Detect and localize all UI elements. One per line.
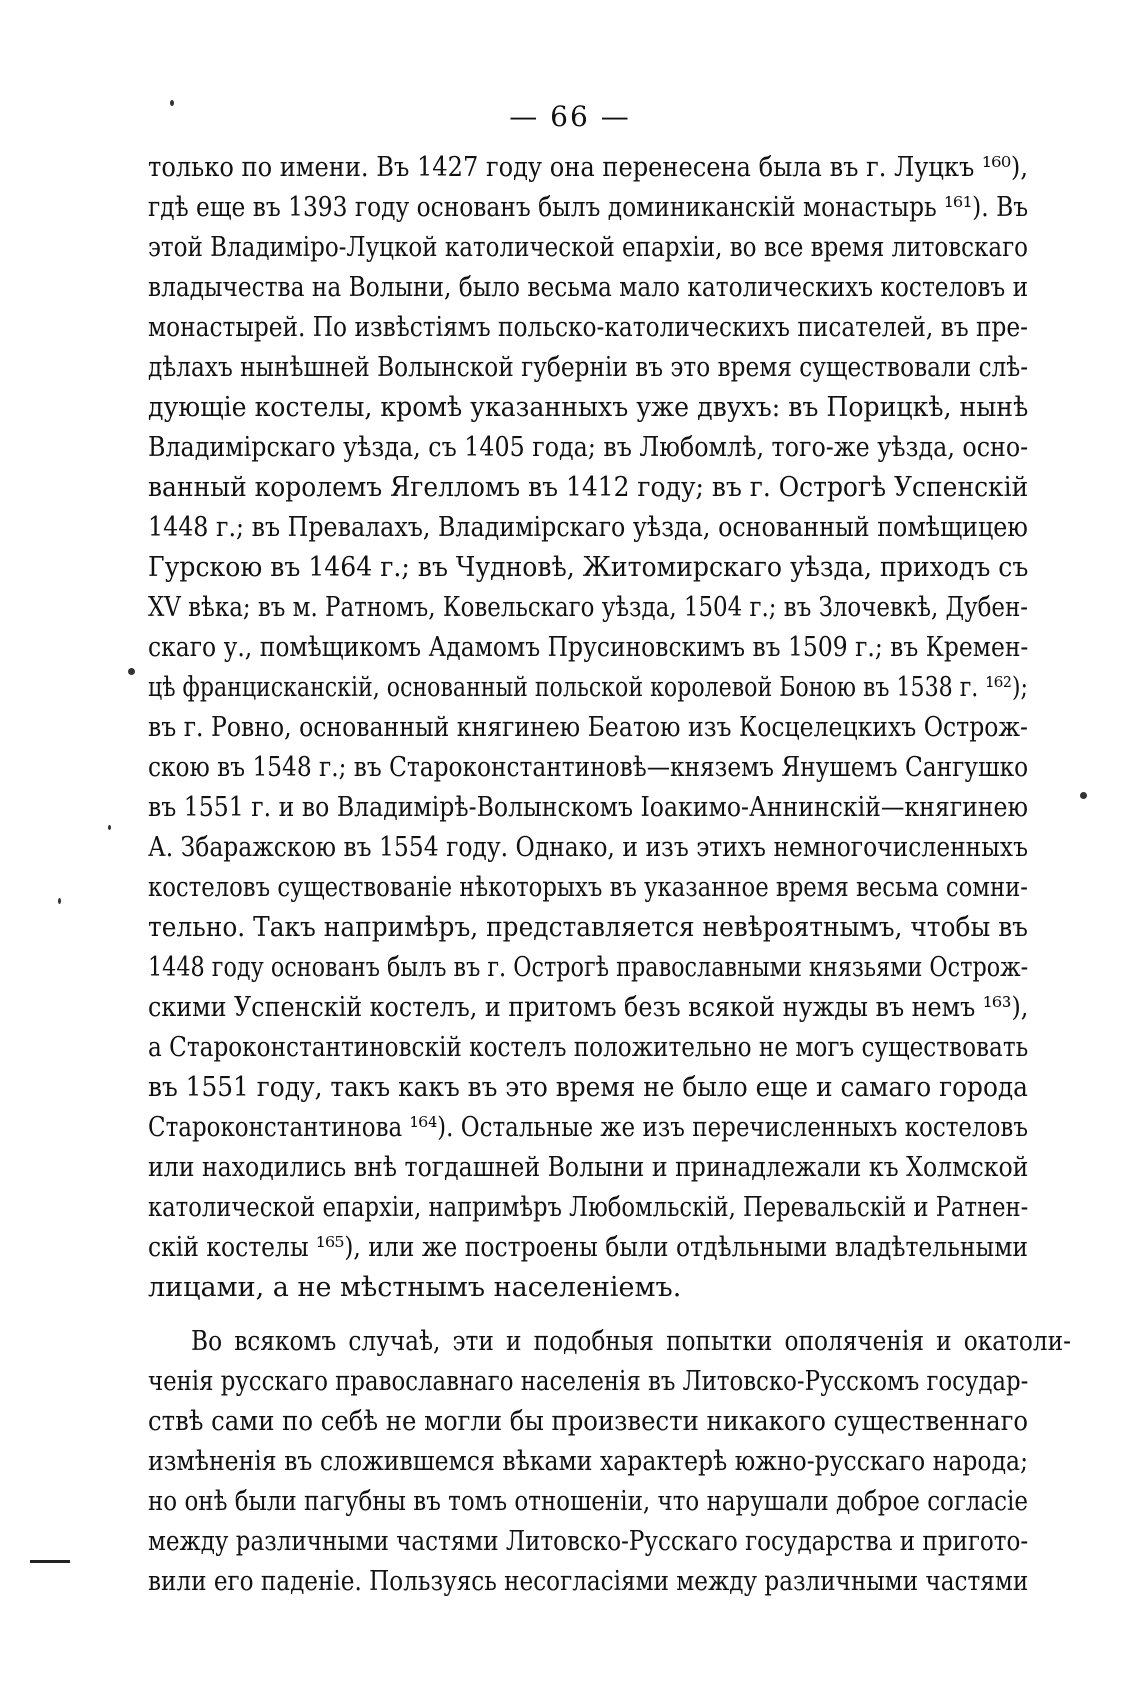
- text-line: только по имени. Въ 1427 году она перенесена была въ г. Луцкъ ¹⁶⁰),: [148, 152, 1029, 183]
- text-block: [148, 148, 1071, 1602]
- text-line: скаго у., помѣщикомъ Адамомъ Прусиновскимъ въ 1509 г.; въ Кремен-: [148, 632, 1029, 663]
- text-line: скими Успенскій костелъ, и притомъ безъ всякой нужды въ немъ ¹⁶³),: [148, 992, 1029, 1023]
- scan-speck: [108, 825, 111, 830]
- text-line: Владимірскаго уѣзда, съ 1405 года; въ Любомлѣ, того-же уѣзда, осно-: [148, 432, 1028, 463]
- text-line: католической епархіи, напримѣръ Любомльскій, Перевальскій и Ратнен-: [148, 1192, 1029, 1223]
- page-number: — 66 —: [509, 100, 631, 133]
- text-line: 1448 году основанъ былъ въ г. Острогѣ православными князьями Острож-: [148, 952, 1028, 983]
- text-line: владычества на Волыни, было весьма мало католическихъ костеловъ и: [148, 272, 1029, 303]
- text-line: дующіе костелы, кромѣ указанныхъ уже двухъ: въ Порицкѣ, нынѣ: [148, 392, 1028, 423]
- text-line: А. Збаражскою въ 1554 году. Однако, и изъ этихъ немногочисленныхъ: [148, 832, 1029, 863]
- text-line: но онѣ были пагубны въ томъ отношеніи, что нарушали доброе согласіе: [148, 1486, 1028, 1517]
- text-line: между различными частями Литовско-Русскаго государства и пригото-: [148, 1526, 1028, 1557]
- text-line: Староконстантинова ¹⁶⁴). Остальные же изъ перечисленныхъ костеловъ: [148, 1112, 1028, 1143]
- text-line: монастырей. По извѣстіямъ польско-католическихъ писателей, въ пре-: [148, 312, 1029, 343]
- scan-speck: [1080, 792, 1087, 799]
- text-line: лицами, а не мѣстнымъ населеніемъ.: [148, 1272, 682, 1303]
- text-line: въ 1551 г. и во Владимірѣ-Волынскомъ Іоакимо-Аннинскій—княгинею: [148, 792, 1028, 823]
- text-line: 1448 г.; въ Превалахъ, Владимірскаго уѣзда, основанный помѣщицею: [148, 512, 1028, 543]
- text-line: измѣненія въ сложившемся вѣками характерѣ южно-русскаго народа;: [148, 1446, 1029, 1477]
- scan-speck: [128, 668, 135, 675]
- text-line: въ 1551 году, такъ какъ въ это время не было еще и самаго города: [148, 1072, 1028, 1103]
- text-line: тельно. Такъ напримѣръ, представляется невѣроятнымъ, чтобы въ: [148, 912, 1028, 943]
- text-line: дѣлахъ нынѣшней Волынской губерніи въ это время существовали слѣ-: [148, 352, 1029, 383]
- text-line: цѣ францисканскій, основанный польской королевой Боною въ 1538 г. ¹⁶²);: [148, 672, 1028, 703]
- paragraph-2: [148, 1322, 1071, 1602]
- text-line: Во всякомъ случаѣ, эти и подобныя попытки ополяченія и окатоли-: [191, 1326, 1071, 1357]
- scan-speck: [58, 898, 61, 904]
- text-line: скою въ 1548 г.; въ Староконстантиновѣ—княземъ Янушемъ Сангушко: [148, 752, 1029, 783]
- text-line: вили его паденіе. Пользуясь несогласіями между различными частями: [148, 1566, 1028, 1597]
- scan-speck: [170, 100, 174, 106]
- text-line: ванный королемъ Ягелломъ въ 1412 году; въ г. Острогѣ Успенскій: [148, 472, 1029, 503]
- text-line: костеловъ существованіе нѣкоторыхъ въ указанное время весьма сомни-: [148, 872, 1028, 903]
- text-line: гдѣ еще въ 1393 году основанъ былъ доминиканскій монастырь ¹⁶¹). Въ: [148, 192, 1029, 223]
- paragraph-1: [148, 148, 1028, 1308]
- text-line: въ г. Ровно, основанный княгинею Беатою изъ Косцелецкихъ Острож-: [148, 712, 1029, 743]
- text-line: ствѣ сами по себѣ не могли бы произвести никакого существеннаго: [148, 1406, 1028, 1437]
- text-line: Гурскою въ 1464 г.; въ Чудновѣ, Житомирскаго уѣзда, приходъ съ: [148, 552, 1028, 583]
- text-line: а Староконстантиновскій костелъ положительно не могъ существовать: [148, 1032, 1029, 1063]
- scan-mark: [30, 1560, 70, 1563]
- text-line: скій костелы ¹⁶⁵), или же построены были отдѣльными владѣтельными: [148, 1232, 1029, 1263]
- text-line: этой Владиміро-Луцкой католической епархіи, во все время литовскаго: [148, 232, 1029, 263]
- text-line: или находились внѣ тогдашней Волыни и принадлежали къ Холмской: [148, 1152, 1029, 1183]
- text-line: XV вѣка; въ м. Ратномъ, Ковельскаго уѣзда, 1504 г.; въ Злочевкѣ, Дубен-: [148, 592, 1028, 623]
- text-line: ченія русскаго православнаго населенія въ Литовско-Русскомъ государ-: [148, 1366, 1028, 1397]
